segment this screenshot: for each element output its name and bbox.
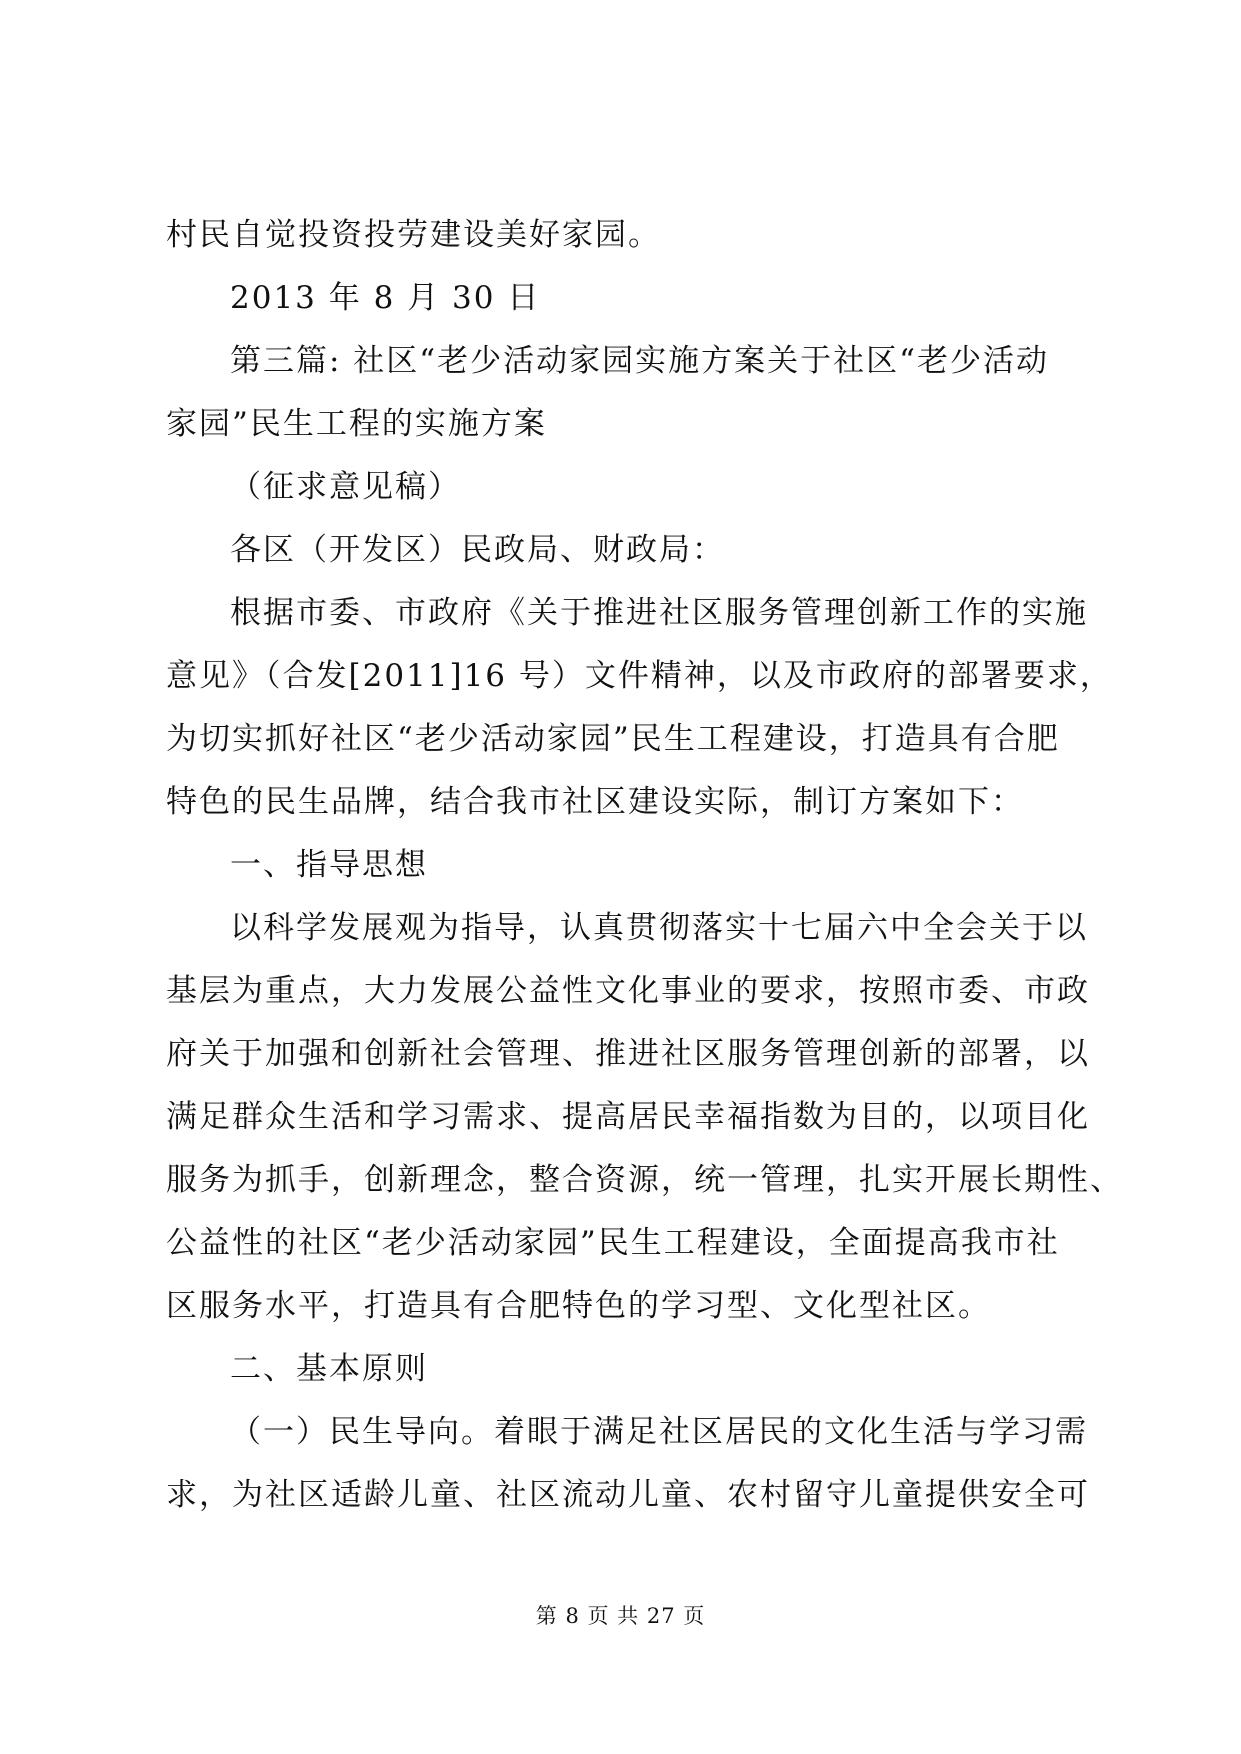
heading-line: 一、指导思想 [230,847,428,883]
text-line: 村民自觉投资投劳建设美好家园。 [166,217,661,253]
text-line: 为切实抓好社区“老少活动家园”民生工程建设，打造具有合肥 [166,721,1060,757]
text-line: 府关于加强和创新社会管理、推进社区服务管理创新的部署，以 [166,1036,1090,1072]
text-line: 满足群众生活和学习需求、提高居民幸福指数为目的，以项目化 [166,1099,1090,1135]
text-line: 根据市委、市政府《关于推进社区服务管理创新工作的实施 [230,595,1088,631]
text-line: 特色的民生品牌，结合我市社区建设实际，制订方案如下： [166,784,1024,820]
draft-note: （征求意见稿） [230,469,461,505]
document-body [166,204,1123,1527]
text-line: 基层为重点，大力发展公益性文化事业的要求，按照市委、市政 [166,973,1090,1009]
text-line: 服务为抓手，创新理念，整合资源，统一管理，扎实开展长期性、 [166,1162,1123,1198]
section-title-line: 家园”民生工程的实施方案 [166,406,547,442]
text-line: 以科学发展观为指导，认真贯彻落实十七届六中全会关于以 [230,910,1088,946]
section-title-line: 第三篇: 社区“老少活动家园实施方案关于社区“老少活动 [230,343,1049,379]
text-line: 求，为社区适龄儿童、社区流动儿童、农村留守儿童提供安全可 [166,1477,1090,1513]
date-line: 2013 年 8 月 30 日 [230,280,541,316]
text-line: 意见》（合发[2011]16 号）文件精神，以及市政府的部署要求， [166,658,1113,694]
heading-line: 二、基本原则 [230,1351,428,1387]
text-line: 公益性的社区“老少活动家园”民生工程建设，全面提高我市社 [166,1225,1060,1261]
text-line: 区服务水平，打造具有合肥特色的学习型、文化型社区。 [166,1288,991,1324]
page-number-footer: 第 8 页 共 27 页 [535,1604,706,1628]
addressee-line: 各区（开发区）民政局、财政局： [230,532,725,568]
text-line: （一）民生导向。着眼于满足社区居民的文化生活与学习需 [230,1414,1088,1450]
